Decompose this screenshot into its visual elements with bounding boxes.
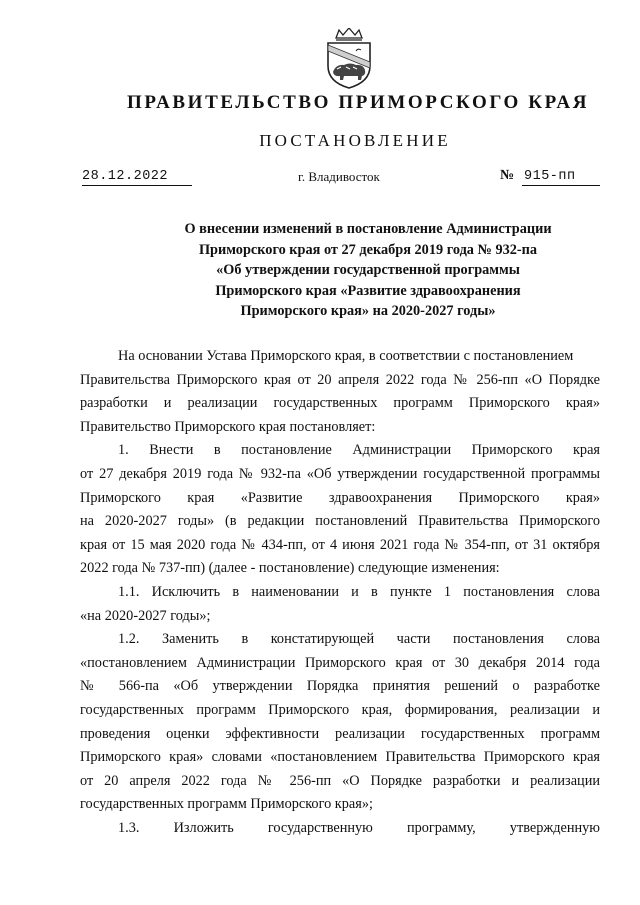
clause-1-2-line: государственных программ Приморского края, формирования, реализации и	[80, 701, 600, 718]
heading-line: Приморского края «Развитие здравоохранения	[215, 282, 521, 299]
document-date: 28.12.2022	[82, 169, 192, 186]
clause-1-2-line: проведения оценки эффективности реализации государственных программ	[80, 725, 600, 742]
clause-1-line: от 27 декабря 2019 года № 932-па «Об утверждении государственной программы	[80, 465, 600, 482]
clause-1-2-line: Приморского края» словами «постановлением Правительства Приморского края	[80, 749, 600, 766]
paragraph-preamble-line: разработки и реализации государственных программ Приморского края»	[80, 395, 600, 412]
document-type: ПОСТАНОВЛЕНИЕ	[259, 131, 451, 150]
clause-1-2-line: «постановлением Администрации Приморского края от 30 декабря 2014 года	[80, 654, 600, 671]
document-number: 915-пп	[522, 169, 600, 186]
clause-1-2-line: № 566-па «Об утверждении Порядка принятия решений о разработке	[80, 678, 600, 695]
paragraph-preamble-line: На основании Устава Приморского края, в соответствии с постановлением	[118, 348, 574, 364]
clause-1-1-line: «на 2020-2027 годы»;	[80, 607, 211, 624]
clause-1-line: на 2020-2027 годы» (в редакции постановлений Правительства Приморского	[80, 513, 600, 530]
clause-1-line: 2022 года № 737-пп) (далее - постановление) следующие изменения:	[80, 560, 500, 577]
heading-line: «Об утверждении государственной программы	[216, 262, 520, 278]
paragraph-preamble-line: Правительства Приморского края от 20 апреля 2022 года № 256-пп «О Порядке	[80, 371, 600, 388]
document-city: г. Владивосток	[298, 169, 380, 184]
paragraph-preamble-line: Правительство Приморского края постановляет:	[80, 418, 376, 435]
coat-of-arms-icon	[322, 28, 376, 90]
number-sign: №	[500, 168, 515, 183]
clause-1-line: края от 15 мая 2020 года № 434-пп, от 4 июня 2021 года № 354-пп, от 31 октября	[80, 536, 600, 553]
clause-1-2-line: от 20 апреля 2022 года № 256-пп «О Порядке разработки и реализации	[80, 772, 600, 789]
document-heading	[130, 219, 606, 322]
clause-1-3-line: 1.3. Изложить государственную программу, утвержденную	[118, 819, 600, 836]
clause-1-2-line: государственных программ Приморского края»;	[80, 796, 373, 813]
document-body	[80, 345, 600, 840]
clause-1-1-line: 1.1. Исключить в наименовании и в пункте 1 постановления слова	[118, 583, 600, 600]
heading-line: О внесении изменений в постановление Администрации	[184, 221, 552, 237]
government-title: ПРАВИТЕЛЬСТВО ПРИМОРСКОГО КРАЯ	[126, 92, 590, 113]
clause-1-2-line: 1.2. Заменить в констатирующей части постановления слова	[118, 631, 600, 648]
clause-1-line: Приморского края «Развитие здравоохранения Приморского края»	[80, 489, 600, 506]
clause-1-line: 1. Внести в постановление Администрации Приморского края	[118, 442, 600, 459]
heading-line: Приморского края от 27 декабря 2019 года № 932-па	[198, 241, 538, 258]
heading-line: Приморского края» на 2020-2027 годы»	[240, 303, 496, 319]
